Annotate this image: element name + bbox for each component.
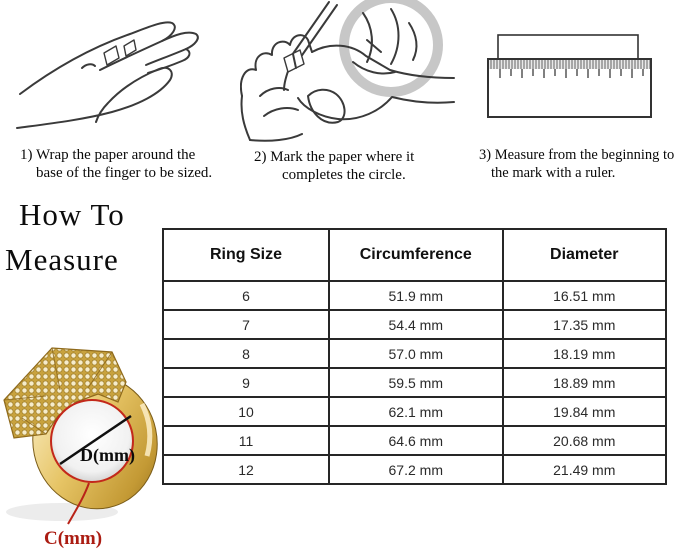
table-cell: 8 bbox=[163, 339, 329, 368]
page-title bbox=[5, 192, 125, 282]
step1-caption-line1: 1) Wrap the paper around the bbox=[20, 147, 196, 163]
hand-pen-mark-illustration bbox=[240, 0, 458, 142]
table-cell: 64.6 mm bbox=[329, 426, 503, 455]
table-row bbox=[163, 455, 666, 484]
table-row bbox=[163, 281, 666, 310]
step3-caption bbox=[479, 146, 674, 182]
col-header-ring-size: Ring Size bbox=[163, 229, 329, 281]
step3-caption-line2: the mark with a ruler. bbox=[491, 165, 616, 181]
table-row bbox=[163, 339, 666, 368]
col-header-circumference: Circumference bbox=[329, 229, 503, 281]
table-cell: 67.2 mm bbox=[329, 455, 503, 484]
table-cell: 54.4 mm bbox=[329, 310, 503, 339]
table-cell: 10 bbox=[163, 397, 329, 426]
table-cell: 20.68 mm bbox=[503, 426, 666, 455]
table-row bbox=[163, 397, 666, 426]
step3-caption-line1: 3) Measure from the beginning to bbox=[479, 147, 675, 163]
table-cell: 57.0 mm bbox=[329, 339, 503, 368]
gold-diamond-ring-photo bbox=[0, 338, 165, 550]
circumference-label: C(mm) bbox=[44, 528, 103, 549]
ruler-measure-illustration bbox=[478, 22, 663, 127]
diameter-label: D(mm) bbox=[80, 445, 135, 465]
table-cell: 51.9 mm bbox=[329, 281, 503, 310]
step2-caption-line1: 2) Mark the paper where it bbox=[254, 149, 415, 165]
table-row bbox=[163, 426, 666, 455]
table-cell: 11 bbox=[163, 426, 329, 455]
table-cell: 19.84 mm bbox=[503, 397, 666, 426]
table-cell: 6 bbox=[163, 281, 329, 310]
page-title-line2: Measure bbox=[5, 242, 119, 277]
ring-size-table bbox=[162, 228, 667, 485]
table-cell: 17.35 mm bbox=[503, 310, 666, 339]
step2-caption bbox=[254, 148, 414, 184]
col-header-diameter: Diameter bbox=[503, 229, 666, 281]
table-cell: 12 bbox=[163, 455, 329, 484]
table-cell: 18.89 mm bbox=[503, 368, 666, 397]
step1-caption-line2: base of the finger to be sized. bbox=[36, 165, 213, 181]
table-row bbox=[163, 368, 666, 397]
table-cell: 62.1 mm bbox=[329, 397, 503, 426]
step2-caption-line2: completes the circle. bbox=[282, 167, 406, 183]
table-cell: 16.51 mm bbox=[503, 281, 666, 310]
page-title-line1: How To bbox=[19, 197, 125, 232]
step1-caption bbox=[20, 146, 212, 182]
paper-strip bbox=[498, 35, 638, 60]
table-cell: 59.5 mm bbox=[329, 368, 503, 397]
table-cell: 18.19 mm bbox=[503, 339, 666, 368]
table-cell: 9 bbox=[163, 368, 329, 397]
table-header-row bbox=[163, 229, 666, 281]
magnifier-circle-icon bbox=[344, 0, 438, 92]
table-row bbox=[163, 310, 666, 339]
table-cell: 7 bbox=[163, 310, 329, 339]
hand-paper-wrap-illustration bbox=[12, 8, 234, 143]
table-cell: 21.49 mm bbox=[503, 455, 666, 484]
